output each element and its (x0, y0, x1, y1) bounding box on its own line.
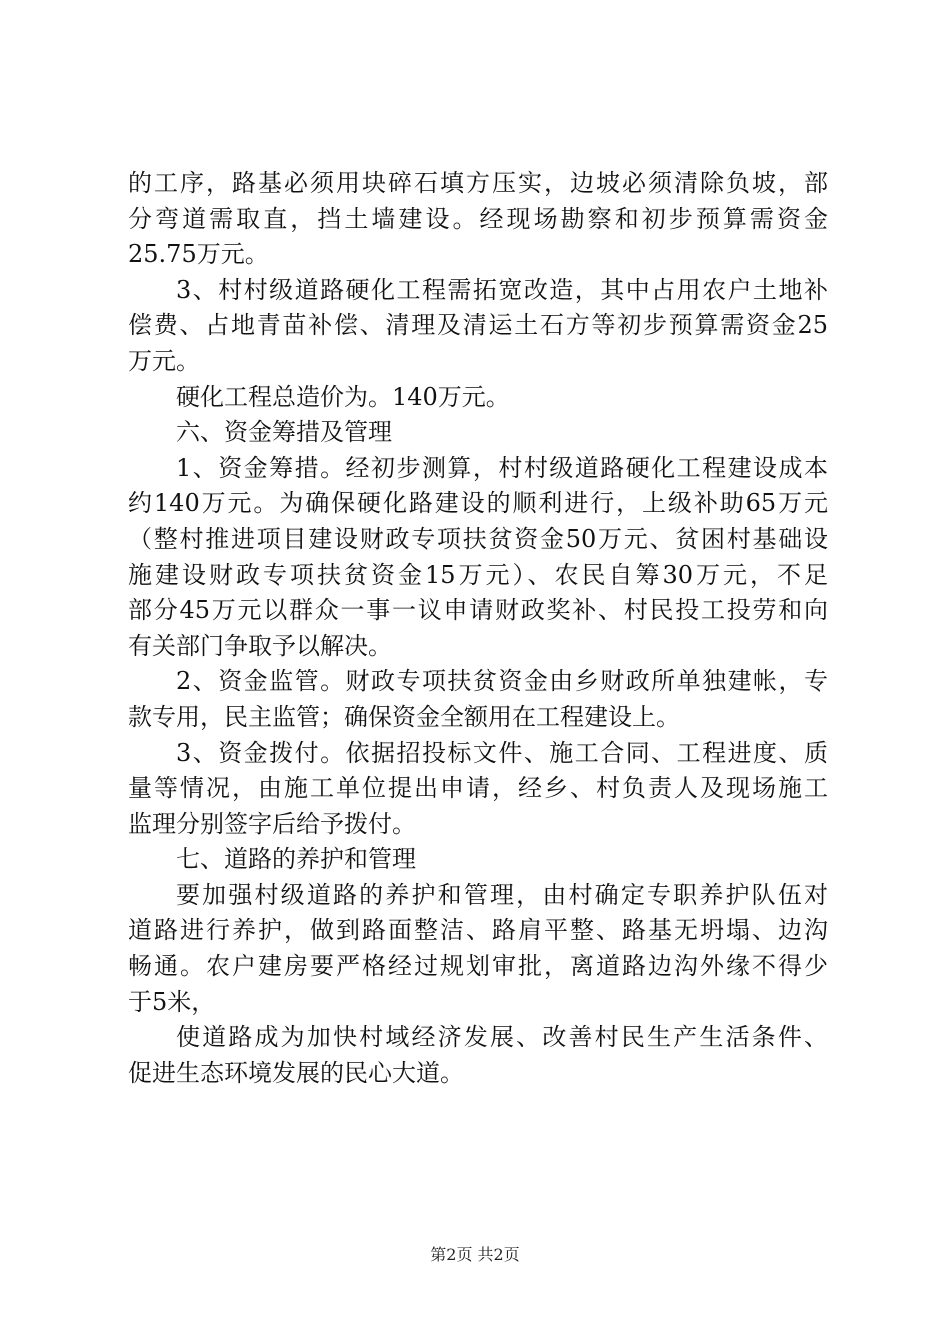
paragraph-line: 25.75万元。 (128, 240, 269, 269)
section-heading: 七、道路的养护和管理 (176, 845, 416, 874)
paragraph-line: 量等情况，由施工单位提出申请，经乡、村负责人及现场施工 (128, 774, 828, 803)
paragraph-line: 部分45万元以群众一事一议申请财政奖补、村民投工投劳和向 (128, 596, 828, 625)
paragraph-line: 2、资金监管。财政专项扶贫资金由乡财政所单独建帐，专 (176, 667, 828, 696)
paragraph-line: 3、村村级道路硬化工程需拓宽改造，其中占用农户土地补 (176, 275, 828, 304)
paragraph-line: 监理分别签字后给予拨付。 (128, 809, 416, 838)
paragraph-line: 有关部门争取予以解决。 (128, 631, 392, 660)
paragraph-line: 分弯道需取直，挡土墙建设。经现场勘察和初步预算需资金 (128, 204, 828, 233)
paragraph-line: 促进生态环境发展的民心大道。 (128, 1058, 464, 1087)
paragraph-line: 使道路成为加快村域经济发展、改善村民生产生活条件、 (176, 1023, 828, 1052)
paragraph-line: 畅通。农户建房要严格经过规划审批，离道路边沟外缘不得少 (128, 952, 828, 981)
paragraph-line: 1、资金筹措。经初步测算，村村级道路硬化工程建设成本 (176, 453, 828, 482)
paragraph-line: 的工序，路基必须用块碎石填方压实，边坡必须清除负坡，部 (128, 169, 828, 197)
paragraph-line: 3、资金拨付。依据招投标文件、施工合同、工程进度、质 (176, 738, 828, 767)
paragraph-line: 万元。 (128, 346, 200, 375)
paragraph-line: 偿费、占地青苗补偿、清理及清运土石方等初步预算需资金25 (128, 311, 828, 340)
paragraph-line: 施建设财政专项扶贫资金15万元）、农民自筹30万元，不足 (128, 560, 828, 589)
paragraph-line: 约140万元。为确保硬化路建设的顺利进行，上级补助65万元 (128, 489, 828, 518)
paragraph-line: 款专用，民主监管；确保资金全额用在工程建设上。 (128, 702, 680, 731)
section-heading: 六、资金筹措及管理 (176, 418, 392, 447)
paragraph-line: （整村推进项目建设财政专项扶贫资金50万元、贫困村基础设 (128, 524, 828, 553)
paragraph-line: 道路进行养护，做到路面整洁、路肩平整、路基无坍塌、边沟 (128, 916, 828, 945)
paragraph-line: 硬化工程总造价为。140万元。 (176, 382, 510, 411)
document-body (128, 166, 828, 1091)
page-number-footer: 第2页 共2页 (430, 1245, 520, 1264)
paragraph-line: 于5米， (128, 987, 216, 1016)
paragraph-line: 要加强村级道路的养护和管理，由村确定专职养护队伍对 (176, 880, 828, 909)
